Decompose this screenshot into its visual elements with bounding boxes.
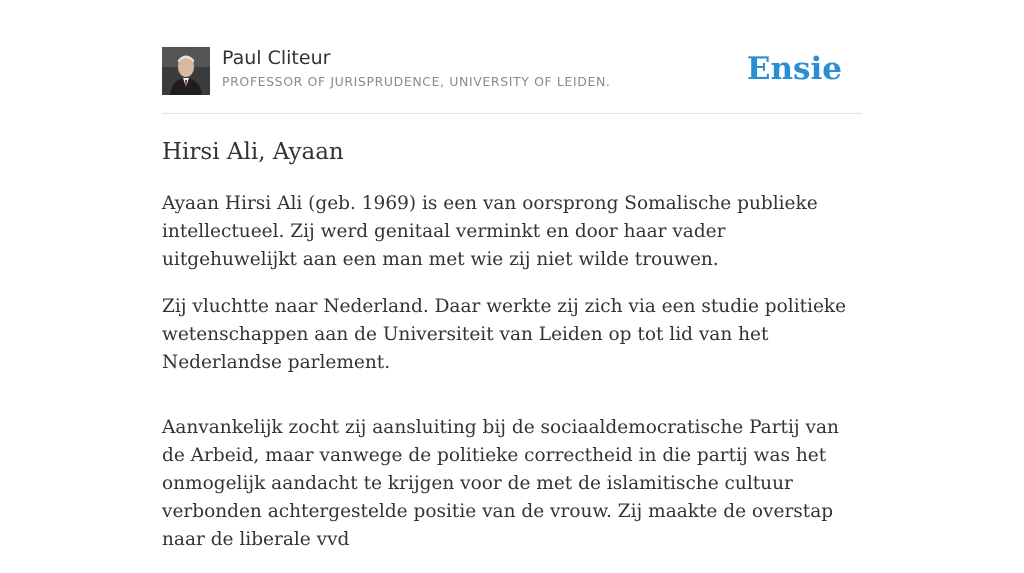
author-role: PROFESSOR OF JURISPRUDENCE, UNIVERSITY OF LEIDEN. — [222, 74, 611, 89]
header-divider — [162, 113, 862, 114]
author-header — [162, 46, 862, 96]
article-title: Hirsi Ali, Ayaan — [162, 139, 344, 165]
article-paragraph: Zij vluchtte naar Nederland. Daar werkte zij zich via een studie politieke wetenschappen aan de Universiteit van Leiden op tot lid van het Nederlandse parlement. — [162, 296, 847, 373]
author-name[interactable]: Paul Cliteur — [222, 47, 331, 69]
author-photo-icon — [162, 47, 210, 95]
ensie-logo[interactable]: Ensie — [746, 51, 842, 87]
author-avatar[interactable] — [162, 47, 210, 95]
article-paragraph: Ayaan Hirsi Ali (geb. 1969) is een van oorsprong Somalische publieke intellectueel. Zij werd genitaal verminkt en door haar vader uitgehuwelijkt aan een man met wie zij niet wilde trouwen. — [162, 193, 818, 270]
article-paragraph: Aanvankelijk zocht zij aansluiting bij de sociaaldemocratische Partij van de Arbeid, maar vanwege de politieke correctheid in die partij was het onmogelijk aandacht te krijgen voor de met de islamitische cultuur verbonden achtergestelde positie van de vrouw. Zij maakte de overstap naar de liberale vvd — [162, 417, 839, 550]
article-body — [162, 190, 862, 573]
